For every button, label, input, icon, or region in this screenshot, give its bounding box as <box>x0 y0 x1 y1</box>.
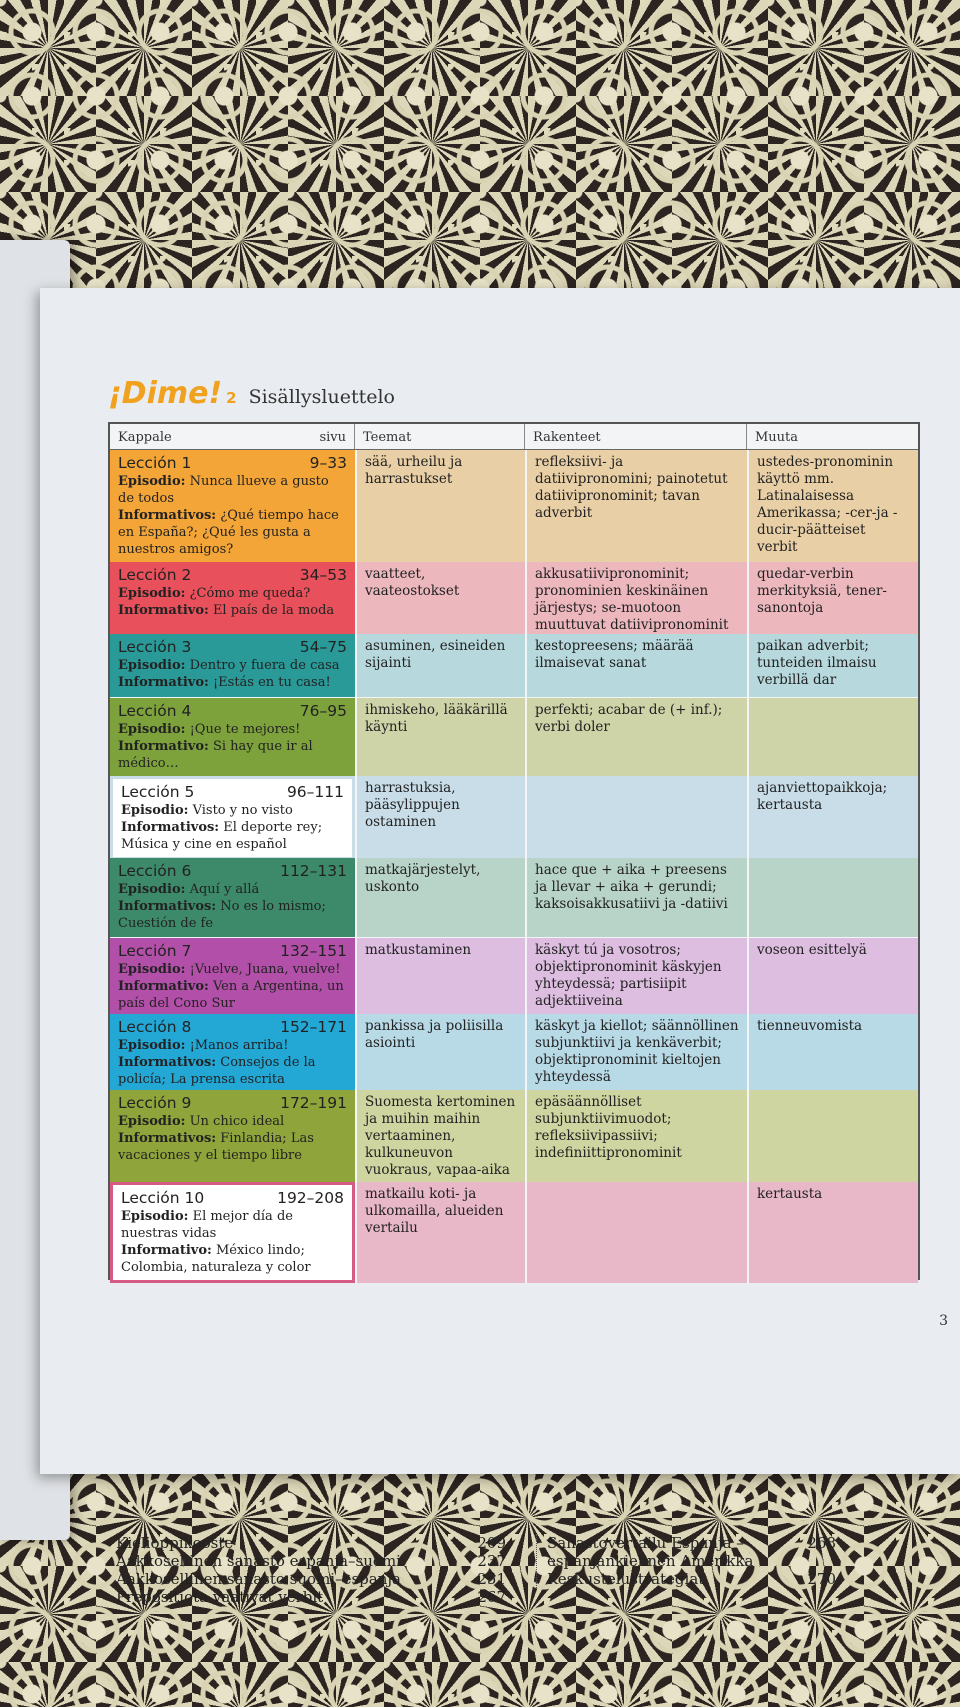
toc-table <box>108 422 920 1280</box>
header-kappale: Kappale sivu <box>110 424 355 449</box>
teemat-cell: pankissa ja poliisilla asiointi <box>355 1014 525 1092</box>
lesson-title: Lección 5 <box>121 783 195 801</box>
lesson-cell <box>110 634 355 697</box>
informativo-text: Ven a Argentina, un país del Cono Sur <box>118 979 344 1011</box>
informativo-text: Si hay que ir al médico… <box>118 739 313 771</box>
brand-number: 2 <box>226 389 237 407</box>
lesson-cell <box>110 858 355 937</box>
episode-text: ¡Que te mejores! <box>189 722 301 737</box>
muuta-cell: paikan adverbit; tunteiden ilmaisu verbillä dar <box>747 634 918 697</box>
appendix-page: 209 <box>477 1534 506 1552</box>
informativo-label: Informativos: <box>118 508 217 523</box>
header-rakenteet: Rakenteet <box>525 424 747 449</box>
appendix-item <box>116 1570 506 1588</box>
teemat-cell: asuminen, esineiden sijainti <box>355 634 525 697</box>
lesson-pages: 54–75 <box>299 638 347 656</box>
lesson-cell <box>110 776 355 860</box>
appendix-item <box>116 1534 506 1552</box>
informativo-text: ¡Estás en tu casa! <box>212 675 331 690</box>
rakenteet-cell: akkusatiivipronominit; pronominien keskinäinen järjestys; se-muotoon muuttuvat datiivipronominit <box>525 562 747 638</box>
toc-row <box>110 1014 918 1090</box>
muuta-cell <box>747 858 918 937</box>
informativo-text: ¿Qué tiempo hace en España?; ¿Qué les gusta a nuestros amigos? <box>118 508 339 557</box>
teemat-cell: vaatteet, vaateostokset <box>355 562 525 638</box>
episode-text: Aquí y allá <box>189 882 260 897</box>
episode-text: El mejor día de nuestras vidas <box>121 1209 293 1241</box>
muuta-cell: kertausta <box>747 1182 918 1283</box>
lesson-title: Lección 1 <box>118 454 192 472</box>
toc-rows <box>110 450 918 1278</box>
toc-row <box>110 450 918 562</box>
lesson-cell <box>110 1182 355 1283</box>
appendix-label: Prepositiota vaativat verbit <box>116 1588 324 1606</box>
episode-label: Episodio: <box>118 1114 186 1129</box>
muuta-cell <box>747 698 918 776</box>
teemat-cell: matkajärjestelyt, uskonto <box>355 858 525 937</box>
episode-text: Nunca llueve a gusto de todos <box>118 474 329 506</box>
appendix-right-column <box>536 1534 836 1588</box>
episode-text: ¡Manos arriba! <box>189 1038 289 1053</box>
lesson-cell <box>110 450 355 562</box>
page-header <box>108 376 395 411</box>
muuta-cell: ustedes-pronominin käyttö mm. Latinalaisessa Amerikassa; -cer-ja -ducir-päätteiset verbit <box>747 450 918 562</box>
episode-label: Episodio: <box>118 474 186 489</box>
muuta-cell: voseon esittelyä <box>747 938 918 1016</box>
episode-text: Un chico ideal <box>189 1114 285 1129</box>
informativo-label: Informativo: <box>118 979 209 994</box>
header-teemat: Teemat <box>355 424 525 449</box>
teemat-cell: matkustaminen <box>355 938 525 1016</box>
toc-row <box>110 634 918 698</box>
muuta-cell: quedar-verbin merkityksiä, tener-sanontoja <box>747 562 918 638</box>
episode-text: ¿Cómo me queda? <box>189 586 311 601</box>
lesson-pages: 192–208 <box>277 1189 344 1207</box>
toc-row <box>110 1090 918 1182</box>
muuta-cell <box>747 1090 918 1183</box>
informativo-label: Informativos: <box>118 1055 217 1070</box>
episode-label: Episodio: <box>118 882 186 897</box>
lesson-cell <box>110 562 355 638</box>
lesson-pages: 9–33 <box>309 454 347 472</box>
appendix-page: 237 <box>477 1552 506 1570</box>
lesson-cell <box>110 1014 355 1092</box>
episode-label: Episodio: <box>118 962 186 977</box>
lesson-title: Lección 9 <box>118 1094 192 1112</box>
appendix-label: Aakkosellinen sanasto suomi–espanja <box>116 1570 401 1588</box>
toc-row <box>110 938 918 1014</box>
lesson-pages: 172–191 <box>280 1094 347 1112</box>
rakenteet-cell: käskyt ja kiellot; säännöllinen subjunktiivi ja kenkäverbit; objektipronominit kieltojen yhteydessä <box>525 1014 747 1092</box>
appendix-page: 267 <box>477 1588 506 1606</box>
informativo-text: México lindo; Colombia, naturaleza y color <box>121 1243 311 1275</box>
toc-row <box>110 698 918 776</box>
rakenteet-cell: käskyt tú ja vosotros; objektipronominit käskyjen yhteydessä; partisiipit adjektiiveina <box>525 938 747 1016</box>
appendix-label: Aakkosellinen sanasto espanja–suomi <box>116 1552 401 1570</box>
informativo-label: Informativo: <box>118 603 209 618</box>
episode-text: Dentro y fuera de casa <box>189 658 340 673</box>
lesson-title: Lección 7 <box>118 942 192 960</box>
lesson-pages: 112–131 <box>280 862 347 880</box>
episode-label: Episodio: <box>118 1038 186 1053</box>
appendix-page: 268 <box>807 1534 836 1552</box>
page-title: Sisällysluettelo <box>248 386 395 408</box>
toc-row <box>110 562 918 634</box>
toc-row <box>110 858 918 938</box>
teemat-cell: sää, urheilu ja harrastukset <box>355 450 525 562</box>
informativo-label: Informativos: <box>121 820 220 835</box>
teemat-cell: Suomesta kertominen ja muihin maihin vertaaminen, kulkuneuvon vuokraus, vapaa-aika <box>355 1090 525 1183</box>
appendix-page: 251 <box>477 1570 506 1588</box>
episode-label: Episodio: <box>121 803 189 818</box>
appendix-label: Sanastovertailu Espanja – espanjankielinen Amerikka <box>547 1534 754 1570</box>
appendix-left-column <box>116 1534 506 1606</box>
informativo-label: Informativo: <box>118 675 209 690</box>
episode-text: ¡Vuelve, Juana, vuelve! <box>189 962 341 977</box>
lesson-pages: 34–53 <box>299 566 347 584</box>
appendix-label: Keskustelustrategiat <box>547 1570 705 1588</box>
lesson-pages: 152–171 <box>280 1018 347 1036</box>
toc-row <box>110 776 918 858</box>
appendix-item <box>116 1552 506 1570</box>
teemat-cell: ihmiskeho, lääkärillä käynti <box>355 698 525 776</box>
episode-label: Episodio: <box>121 1209 189 1224</box>
informativo-label: Informativo: <box>121 1243 212 1258</box>
episode-label: Episodio: <box>118 586 186 601</box>
rakenteet-cell <box>525 776 747 860</box>
informativo-label: Informativos: <box>118 1131 217 1146</box>
header-muuta: Muuta <box>755 430 799 445</box>
rakenteet-cell: kestopreesens; määrää ilmaisevat sanat <box>525 634 747 697</box>
informativo-text: El país de la moda <box>212 603 335 618</box>
rakenteet-cell: hace que + aika + preesens ja llevar + aika + gerundi; kaksoisakkusatiivi ja -datiivi <box>525 858 747 937</box>
lesson-pages: 96–111 <box>286 783 344 801</box>
appendix-item <box>547 1570 836 1588</box>
appendix-item <box>547 1534 836 1570</box>
muuta-cell: tienneuvomista <box>747 1014 918 1092</box>
book-page <box>40 288 960 1606</box>
lesson-title: Lección 6 <box>118 862 192 880</box>
teemat-cell: harrastuksia, pääsylippujen ostaminen <box>355 776 525 860</box>
appendix-item <box>116 1588 506 1606</box>
muuta-cell: ajanviettopaikkoja; kertausta <box>747 776 918 860</box>
brand-logo: ¡Dime! <box>108 376 223 411</box>
informativo-text: No es lo mismo; Cuestión de fe <box>118 899 326 931</box>
toc-row <box>110 1182 918 1278</box>
rakenteet-cell: refleksiivi- ja datiivipronomini; painotetut datiivipronominit; tavan adverbit <box>525 450 747 562</box>
episode-label: Episodio: <box>118 722 186 737</box>
informativo-text: El deporte rey; Música y cine en español <box>121 820 323 852</box>
page-number: 3 <box>939 1313 948 1329</box>
appendix-label: Kielioppikooste <box>116 1534 234 1552</box>
informativo-label: Informativo: <box>118 739 209 754</box>
lesson-title: Lección 3 <box>118 638 192 656</box>
toc-header-row <box>110 424 918 450</box>
lesson-title: Lección 10 <box>121 1189 205 1207</box>
informativo-text: Finlandia; Las vacaciones y el tiempo libre <box>118 1131 314 1163</box>
rakenteet-cell: perfekti; acabar de (+ inf.); verbi doler <box>525 698 747 776</box>
lesson-pages: 76–95 <box>299 702 347 720</box>
episode-label: Episodio: <box>118 658 186 673</box>
lesson-cell <box>110 1090 355 1183</box>
lesson-cell <box>110 938 355 1016</box>
crochet-lace-background-top <box>0 0 960 300</box>
lesson-title: Lección 2 <box>118 566 192 584</box>
episode-text: Visto y no visto <box>192 803 293 818</box>
lesson-title: Lección 4 <box>118 702 192 720</box>
rakenteet-cell: epäsäännölliset subjunktiivimuodot; refleksiivipassiivi; indefiniittipronominit <box>525 1090 747 1183</box>
teemat-cell: matkailu koti- ja ulkomailla, alueiden vertailu <box>355 1182 525 1283</box>
informativo-text: Consejos de la policía; La prensa escrita <box>118 1055 316 1087</box>
appendix-page: 270 <box>807 1570 836 1588</box>
lesson-pages: 132–151 <box>280 942 347 960</box>
lesson-title: Lección 8 <box>118 1018 192 1036</box>
rakenteet-cell <box>525 1182 747 1283</box>
lesson-cell <box>110 698 355 776</box>
informativo-label: Informativos: <box>118 899 217 914</box>
